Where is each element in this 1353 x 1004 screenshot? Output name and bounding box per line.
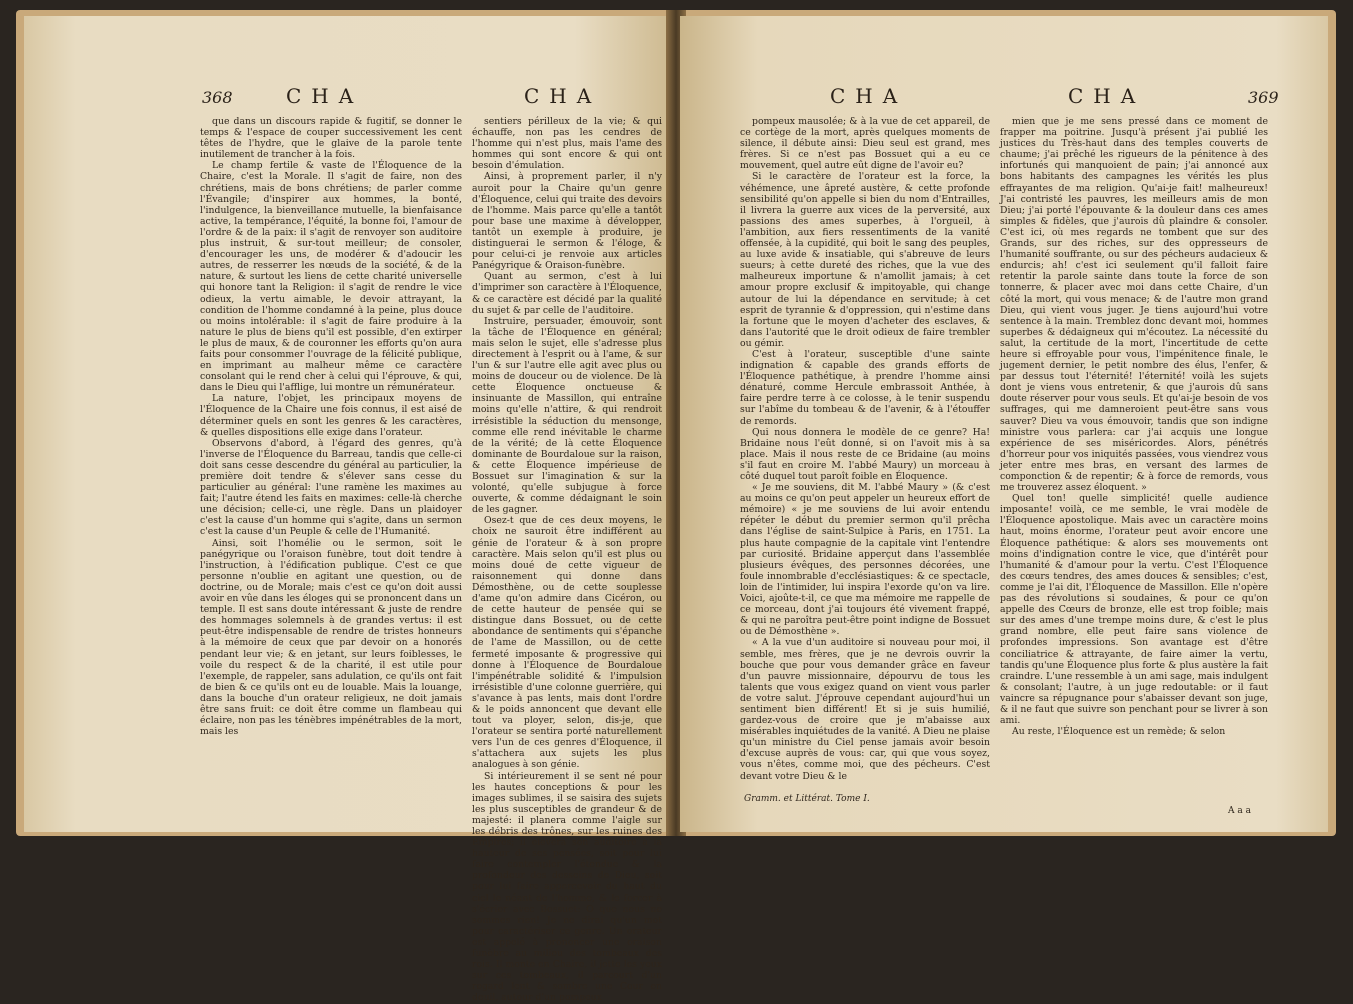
paragraph: pompeux mausolée; & à la vue de cet appareil, de ce cortège de la mort, après quelques moments de silence, il débute ainsi: Dieu seul est grand, mes frères. Si ce n'est pas Bossuet qui a eu ce mouvement, quel autre eût digne de l'avoir eu?: [740, 116, 990, 172]
paragraph: Le champ fertile & vaste de l'Éloquence de la Chaire, c'est la Morale. Il s'agit de faire, non des chrétiens, mais de bons chrétiens; de parler comme l'Évangile; d'inspirer aux hommes, la bonté, l'indulgence, la bienveillance mutuelle, la bienfaisance active, la tempérance, l'équité, la bonne foi, l'amour de l'ordre & de la paix: il s'agit de renvoyer son auditoire plus instruit, & sur-tout meilleur; de consoler, d'encourager les uns, de modérer & d'adoucir les autres, de resserrer les nœuds de la société, & de la nature, & surtout les liens de cette charité universelle qui honore tant la Religion: il s'agit de rendre le vice odieux, la vertu aimable, le devoir attrayant, la condition de l'homme condamné à la peine, plus douce ou moins intolérable: il s'agit de faire produire à la nature le plus de biens qu'il est possible, d'en extirper le plus de maux, & de couronner les efforts qu'on aura faits pour consommer l'ouvrage de la félicité publique, en imprimant au malheur même ce caractère consolant qui le rend cher à celui qui l'éprouve, & qui, dans le Dieu qui l'afflige, lui montre un rémunérateur.: [200, 160, 462, 394]
left-page-column-1: [200, 116, 462, 826]
right-headword-1: CHA: [830, 84, 908, 108]
paragraph: Quel ton! quelle simplicité! quelle audience imposante! voilà, ce me semble, le vrai modèle de l'Éloquence apostolique. Mais avec un caractère moins haut, moins énorme, l'orateur peut avoir encore une Éloquence pathétique: & alors ses mouvements ont moins d'indignation contre le vice, que d'intérêt pour l'humanité & d'amour pour la vertu. C'est l'Éloquence des cœurs tendres, des ames douces & sensibles; c'est, comme je l'ai dit, l'Éloquence de Massillon. Elle n'opère pas des révolutions si soudaines, & pour ce qu'on appelle des Cœurs de bronze, elle est trop foible; mais sur des ames d'une trempe moins dure, & c'est le plus grand nombre, elle peut faire sans violence de profondes impressions. Son avantage est d'être conciliatrice & attrayante, de faire aimer la vertu, tandis qu'une Éloquence plus forte & plus austère la fait craindre. L'une ressemble à un ami sage, mais indulgent & consolant; l'autre, à un juge redoutable: or il faut vaincre sa répugnance pour s'abaisser devant son juge, & il ne faut que suivre son penchant pour se livrer à son ami.: [1000, 493, 1268, 727]
paragraph: Instruire, persuader, émouvoir, sont la tâche de l'Éloquence en général; mais selon le sujet, elle s'adresse plus directement à l'esprit ou à l'ame, & sur l'un & sur l'autre elle agit avec plus ou moins de douceur ou de violence. De là cette Éloquence onctueuse & insinuante de Massillon, qui entraîne moins qu'elle n'attire, & qui rendroit irrésistible la séduction du mensonge, comme elle rend inévitable le charme de la vérité; de là cette Éloquence dominante de Bourdaloue sur la raison, & cette Éloquence impérieuse de Bossuet sur l'imagination & sur la volonté, qu'elle subjugue à force ouverte, & comme dédaignant le soin de les gagner.: [472, 315, 662, 516]
left-headword-2: CHA: [524, 84, 602, 108]
page-number-right: 369: [1248, 88, 1279, 107]
paragraph: Ainsi, à proprement parler, il n'y auroit pour la Chaire qu'un genre d'Éloquence, celui qui traite des devoirs de l'homme. Mais parce qu'elle a tantôt pour base une maxime à développer, tantôt un exemple à produire, je distinguerai le sermon & l'éloge, & pour celui-ci je renvoie aux articles Panégyrique & Oraison-funèbre.: [472, 171, 662, 272]
paragraph: sentiers périlleux de la vie; & qui échauffe, non pas les cendres de l'homme qui n'est plus, mais l'ame des hommes qui sont encore & qui ont besoin d'émulation.: [472, 116, 662, 172]
paragraph: Qui nous donnera le modèle de ce genre? Ha! Bridaine nous l'eût donné, si on l'avoit mis à sa place. Mais il nous reste de ce Bridaine (au moins s'il faut en croire M. l'abbé Maury) un morceau à côté duquel tout paroît foible en Éloquence.: [740, 426, 990, 482]
paragraph: Quant au sermon, c'est à lui d'imprimer son caractère à l'Éloquence, & ce caractère est décidé par la qualité du sujet & par celle de l'auditoire.: [472, 271, 662, 316]
right-headword-2: CHA: [1068, 84, 1146, 108]
page-number-left: 368: [202, 88, 233, 107]
right-page-column-1: [740, 116, 990, 826]
left-page: [24, 16, 672, 1004]
paragraph: La nature, l'objet, les principaux moyens de l'Éloquence de la Chaire une fois connus, il est aisé de déterminer quels en sont les genres & les caractères, & quelles dispositions elle exige dans l'orateur.: [200, 393, 462, 438]
paragraph: Si le caractère de l'orateur est la force, la véhémence, une âpreté austère, & cette profonde sensibilité qu'on appelle si bien du nom d'Entrailles, il livrera la guerre aux vices de la perversité, aux passions des ames superbes, à l'orgueil, à l'ambition, aux fiers ressentiments de la vanité offensée, à la cupidité, qui boit le sang des peuples, au luxe avide & insatiable, qui s'abreuve de leurs sueurs; à cette dureté des riches, que la vue des malheureux importune & n'amollit jamais; à cet amour propre exclusif & impitoyable, qui change autour de lui la dépendance en servitude; à cet esprit de tyrannie & d'oppression, qui n'estime dans la fortune que le moyen d'acheter des esclaves, & dans l'autorité que le droit odieux de faire trembler ou gémir.: [740, 171, 990, 349]
paragraph: que dans un discours rapide & fugitif, se donner le temps & l'espace de couper successivement les cent têtes de l'hydre, que le glaive de la parole tente inutilement de trancher à la fois.: [200, 116, 462, 161]
paragraph: Ainsi, soit l'homélie ou le sermon, soit le panégyrique ou l'oraison funèbre, tout doit tendre à l'instruction, à l'édification publique. C'est ce que personne n'oublie en agitant une question, ou de doctrine, ou de Morale; mais c'est ce qu'on doit aussi avoir en vûe dans les éloges qui se prononcent dans un temple. Il est sans doute intéressant & juste de rendre des hommages solemnels à de grandes vertus: il est peut-être indispensable de rendre de tristes honneurs à la mémoire de ceux que par devoir on a honorés pendant leur vie; & en jetant, sur leurs foiblesses, le voile du respect & de la charité, il est utile pour l'exemple, de rappeler, sans adulation, ce qu'ils ont fait de bien & ce qu'ils ont eu de louable. Mais la louange, dans la bouche d'un orateur religieux, ne doit jamais être sans fruit: ce doit être comme un flambeau qui éclaire, non pas les ténèbres impénétrables de la mort, mais les: [200, 537, 462, 738]
paragraph: Si intérieurement il se sent né pour les hautes conceptions & pour les images sublimes, il se saisira des sujets les plus susceptibles de grandeur & de majesté: il planera comme l'aigle sur les débris des trônes, sur les ruines des Empires; il élevera son auditoire à la hauteur de ses pensées, soit pour lui faire contempler l'étendue & la profondeur des desseins de Dieu, soit pour lui faire appercevoir du haut du ciel le néant de l'homme, & le forcer à s'écrier avec Bossuet: O que nous ne sommes rien! Je ne dirai qu'un mot pour caractériser ce genre. Un orateur est appelé à prononcer une oraison funèbre au milieu des tombeaux des rois. Il monte en Chaire, il jette les yeux sur ces tombeaux, il parcourt d'un regard lent & sombre une Cour en deuil, autour d'un pompeux: [472, 770, 662, 1004]
right-page-header: [680, 84, 1328, 114]
right-page: [680, 16, 1328, 832]
paragraph: « A la vue d'un auditoire si nouveau pour moi, il semble, mes frères, que je ne devrois ouvrir la bouche que pour vous demander grâce en faveur d'un pauvre missionnaire, dépourvu de tous les talents que vous exigez quand on vient vous parler de votre salut. J'éprouve cependant aujourd'hui un sentiment bien différent! Et si je suis humilié, gardez-vous de croire que je m'abaisse aux misérables inquiétudes de la vanité. A Dieu ne plaise qu'un ministre du Ciel pense jamais avoir besoin d'excuse auprès de vous: car, qui que vous soyez, vous n'êtes, comme moi, que des pécheurs. C'est devant votre Dieu & le: [740, 637, 990, 782]
footer-volume: Gramm. et Littérat. Tome I.: [744, 794, 870, 804]
paragraph: mien que je me sens pressé dans ce moment de frapper ma poitrine. Jusqu'à présent j'ai publié les justices du Très-haut dans des temples couverts de chaume; j'ai prêché les rigueurs de la pénitence à des infortunés qui manquoient de pain; j'ai annoncé aux bons habitants des campagnes les vérités les plus effrayantes de ma religion. Qu'ai-je fait! malheureux! J'ai contristé les pauvres, les meilleurs amis de mon Dieu; j'ai porté l'épouvante & la douleur dans ces ames simples & fidèles, que j'aurois dû plaindre & consoler. C'est ici, où mes regards ne tombent que sur des Grands, sur des riches, sur des oppresseurs de l'humanité souffrante, ou sur des pécheurs audacieux & endurcis; ah! c'est ici seulement qu'il falloit faire retentir la parole sainte dans toute la force de son tonnerre, & placer avec moi dans cette Chaire, d'un côté la mort, qui vous menace; & de l'autre mon grand Dieu, qui vient vous juger. Je tiens aujourd'hui votre sentence à la main. Tremblez donc devant moi, hommes superbes & dédaigneux qui m'écoutez. La nécessité du salut, la certitude de la mort, l'incertitude de cette heure si effroyable pour vous, l'impénitence finale, le jugement dernier, le petit nombre des élus, l'enfer, & par dessus tout l'éternité! l'éternité! voilà les sujets dont je viens vous entretenir, & que j'aurois dû sans doute réserver pour vous seuls. Et qu'ai-je besoin de vos suffrages, qui me damneroient peut-être sans vous sauver? Dieu va vous émouvoir, tandis que son indigne ministre vous parlera: car j'ai acquis une longue expérience de ses miséricordes. Alors, pénétrés d'horreur pour vos iniquités passées, vous viendrez vous jeter entre mes bras, en versant des larmes de componction & de repentir; & à force de remords, vous me trouverez assez éloquent. »: [1000, 116, 1268, 494]
paragraph: Au reste, l'Éloquence est un remède; & selon: [1012, 726, 1226, 738]
paragraph: Observons d'abord, à l'égard des genres, qu'à l'inverse de l'Éloquence du Barreau, tandis que celle-ci doit sans cesse descendre du général au particulier, la première doit tendre & s'élever sans cesse du particulier au général: l'une ramène les maximes au fait; l'autre étend les faits en maximes: celle-là cherche une décision; celle-ci, une règle. Dans un plaidoyer c'est la cause d'un homme qui s'agite, dans un sermon c'est la cause d'un Peuple & celle de l'Humanité.: [200, 437, 462, 538]
left-headword-1: CHA: [286, 84, 364, 108]
signature-mark: A a a: [1228, 806, 1251, 816]
paragraph: « Je me souviens, dit M. l'abbé Maury » (& c'est au moins ce qu'on peut appeler un heureux effort de mémoire) « je me souviens de lui avoir entendu répéter le début du premier sermon qu'il prêcha dans l'église de saint-Sulpice à Paris, en 1751. La plus haute compagnie de la capitale vint l'entendre par curiosité. Bridaine apperçut dans l'assemblée plusieurs évêques, des personnes décorées, une foule innombrable d'ecclésiastiques: & ce spectacle, loin de l'intimider, lui inspira l'exorde qu'on va lire. Voici, ajoûte-t-il, ce que ma mémoire me rappelle de ce morceau, dont j'ai toujours été vivement frappé, & qui ne paroîtra peut-être point indigne de Bossuet ou de Démosthène ».: [740, 482, 990, 638]
left-page-header: [24, 84, 672, 114]
book: [16, 10, 1336, 1004]
paragraph: C'est à l'orateur, susceptible d'une sainte indignation & capable des grands efforts de l'Éloquence pathétique, à prendre l'homme ainsi dénaturé, comme Hercule embrassoit Anthée, à faire perdre terre à ce colosse, à le tenir suspendu sur l'abîme du tombeau & de l'avenir, & à l'étouffer de remords.: [740, 348, 990, 427]
left-page-column-2: [472, 116, 662, 1004]
right-page-column-2: [1000, 116, 1268, 826]
paragraph: Osez-t que de ces deux moyens, le choix ne sauroit être indifférent au génie de l'orateur & à son propre caractère. Mais selon qu'il est plus ou moins doué de cette vigueur de raisonnement qui donne dans Démosthène, ou de cette souplesse d'ame qu'on admire dans Cicéron, ou de cette hauteur de pensée qui se distingue dans Bossuet, ou de cette abondance de sentiments qui s'épanche de l'ame de Massillon, ou de cette fermeté imposante & progressive qui donne à l'Éloquence de Bourdaloue l'impénétrable solidité & l'impulsion irrésistible d'une colonne guerrière, qui s'avance à pas lents, mais dont l'ordre & le poids annoncent que devant elle tout va ployer, selon, dis-je, que l'orateur se sentira porté naturellement vers l'un de ces genres d'Éloquence, il s'attachera aux sujets les plus analogues à son génie.: [472, 515, 662, 771]
